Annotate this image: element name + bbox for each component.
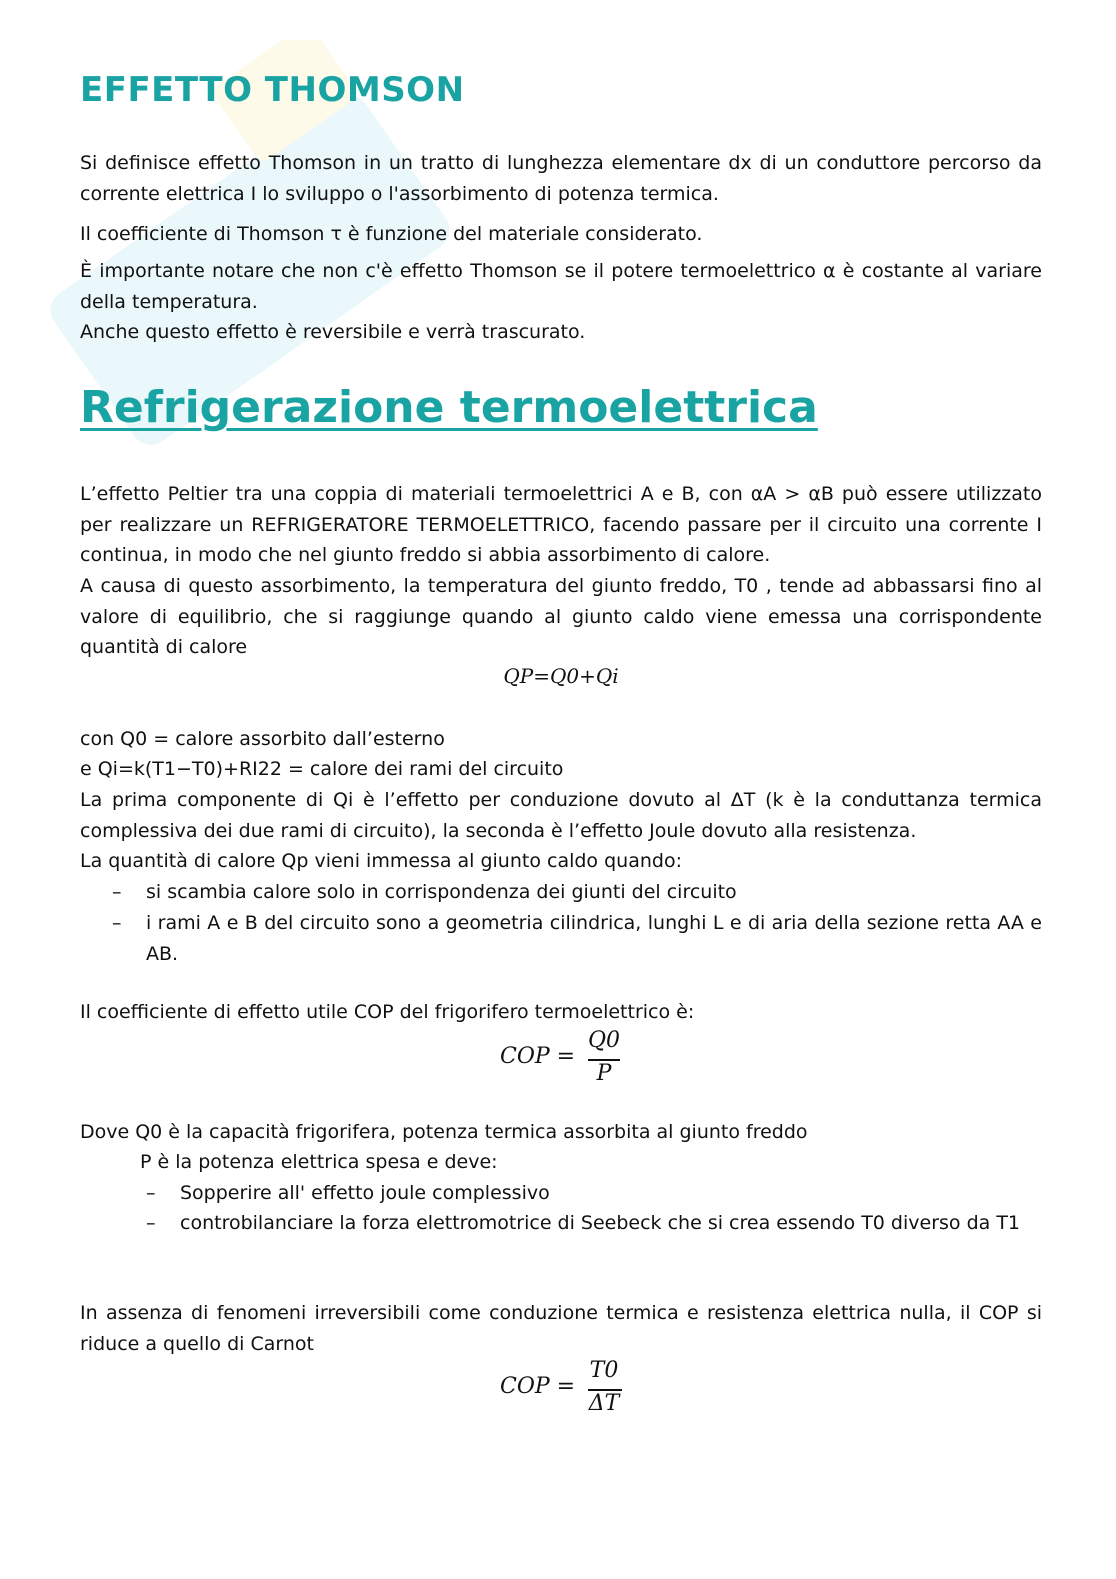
bullet-dash: – [112, 912, 122, 934]
refrig-paragraph-3: La prima componente di Qi è l’effetto per conduzione dovuto al ΔT (k è la conduttanza termica complessiva dei due rami di circuito), la seconda è l’effetto Joule dovuto alla resistenza. [80, 789, 1042, 842]
list-item: Sopperire all' effetto joule complessivo [180, 1182, 550, 1204]
thomson-paragraph-3: È importante notare che non c'è effetto Thomson se il potere termoelettrico α è costante al variare della temperatura. [80, 260, 1042, 313]
refrig-paragraph-2: A causa di questo assorbimento, la temperatura del giunto freddo, T0 , tende ad abbassarsi fino al valore di equilibrio, che si raggiunge quando al giunto caldo viene emessa una corrispondente quantità di calore [80, 575, 1042, 658]
equation-lhs: COP = [500, 1044, 576, 1069]
equation-qp: QP=Q0+Qi [503, 664, 619, 688]
refrig-paragraph-7: P è la potenza elettrica spesa e deve: [140, 1151, 498, 1173]
fraction-numerator: Q0 [587, 1028, 621, 1053]
refrig-paragraph-5: Il coefficiente di effetto utile COP del frigorifero termoelettrico è: [80, 1001, 695, 1023]
definition-qi: e Qi=k(T1−T0)+RI22 = calore dei rami del circuito [80, 758, 564, 780]
list-item: controbilanciare la forza elettromotrice di Seebeck che si crea essendo T0 diverso da T1 [180, 1212, 1021, 1234]
fraction-denominator: P [596, 1061, 612, 1086]
refrig-paragraph-6: Dove Q0 è la capacità frigorifera, potenza termica assorbita al giunto freddo [80, 1121, 808, 1143]
refrig-paragraph-8: In assenza di fenomeni irreversibili come conduzione termica e resistenza elettrica nulla, il COP si riduce a quello di Carnot [80, 1302, 1042, 1355]
thomson-paragraph-4: Anche questo effetto è reversibile e verrà trascurato. [80, 321, 586, 343]
fraction-denominator: ΔT [588, 1391, 620, 1416]
bullet-dash: – [146, 1182, 156, 1204]
bullet-dash: – [146, 1212, 156, 1234]
heading-effetto-thomson: EFFETTO THOMSON [80, 70, 465, 110]
heading-refrigerazione: Refrigerazione termoelettrica [80, 382, 818, 433]
bullet-dash: – [112, 881, 122, 903]
equation-cop [500, 1030, 630, 1090]
thomson-paragraph-1: Si definisce effetto Thomson in un tratto di lunghezza elementare dx di un conduttore percorso da corrente elettrica I lo sviluppo o l'assorbimento di potenza termica. [80, 152, 1042, 205]
definition-q0: con Q0 = calore assorbito dall’esterno [80, 728, 445, 750]
list-item: i rami A e B del circuito sono a geometria cilindrica, lunghi L e di aria della sezione retta AA e AB. [146, 912, 1042, 965]
fraction-numerator: T0 [589, 1358, 619, 1383]
equation-cop-carnot [500, 1360, 630, 1420]
equation-lhs: COP = [500, 1374, 576, 1399]
list-item: si scambia calore solo in corrispondenza dei giunti del circuito [146, 881, 737, 903]
thomson-paragraph-2: Il coefficiente di Thomson τ è funzione del materiale considerato. [80, 223, 703, 245]
refrig-paragraph-1: L’effetto Peltier tra una coppia di materiali termoelettrici A e B, con αA > αB può essere utilizzato per realizzare un REFRIGERATORE TERMOELETTRICO, facendo passare per il circuito una corrente I continua, in modo che nel giunto freddo si abbia assorbimento di calore. [80, 483, 1042, 566]
refrig-paragraph-4: La quantità di calore Qp vieni immessa al giunto caldo quando: [80, 850, 682, 872]
